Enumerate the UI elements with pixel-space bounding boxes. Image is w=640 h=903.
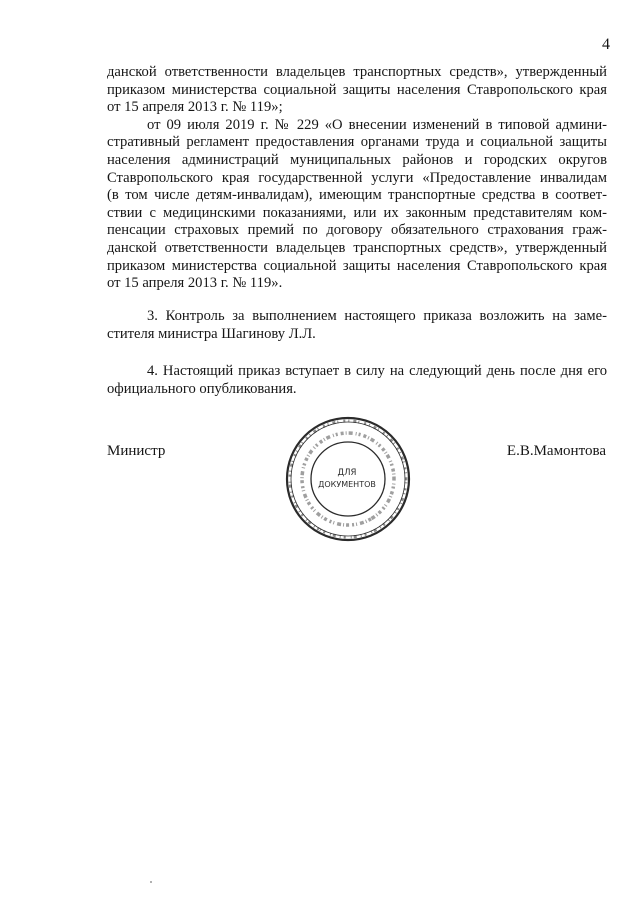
text-line: пенсации страховых премий по договору обязательного страхования граж- [107, 222, 607, 239]
paragraph-effective-date [107, 363, 607, 398]
text-line: стративный регламент предоставления органами труда и социальной защиты [107, 134, 607, 151]
scan-artifact [150, 881, 152, 883]
text-line: ствии с медицинскими показаниями, или их законным представителям ком- [107, 204, 607, 221]
text-line: (в том числе детям-инвалидам), имеющим транспортные средства в соответ- [107, 187, 607, 204]
text-line: 4. Настоящий приказ вступает в силу на следующий день после дня его [147, 363, 607, 379]
text-line: населения администраций муниципальных районов и городских округов [107, 151, 607, 168]
stamp-text-line-1: ДЛЯ [337, 468, 357, 478]
text-line: от 09 июля 2019 г. № 229 «О внесении изменений в типовой админи- [147, 116, 607, 133]
paragraph-control [107, 308, 607, 343]
stamp-text-line-2: ДОКУМЕНТОВ [318, 480, 376, 489]
text-line: от 15 апреля 2013 г. № 119»; [107, 99, 283, 116]
text-line: от 15 апреля 2013 г. № 119». [107, 275, 283, 292]
text-line: данской ответственности владельцев транспортных средств», утвержденный [107, 239, 607, 256]
text-line: стителя министра Шагинову Л.Л. [107, 325, 316, 342]
text-line: Ставропольского края государственной услуги «Предоставление инвалидам [107, 169, 607, 186]
page-number: 4 [602, 36, 610, 53]
official-stamp [283, 414, 413, 544]
text-line: данской ответственности владельцев транспортных средств», утвержденный [107, 64, 607, 80]
text-line: 3. Контроль за выполнением настоящего приказа возложить на заме- [147, 308, 607, 324]
text-line: приказом министерства социальной защиты населения Ставропольского края [107, 81, 607, 98]
text-line: приказом министерства социальной защиты населения Ставропольского края [107, 257, 607, 274]
text-line: официального опубликования. [107, 380, 297, 397]
paragraph-amendments [107, 64, 607, 293]
signature-title: Министр [107, 443, 166, 459]
signature-name: Е.В.Мамонтова [506, 443, 606, 459]
